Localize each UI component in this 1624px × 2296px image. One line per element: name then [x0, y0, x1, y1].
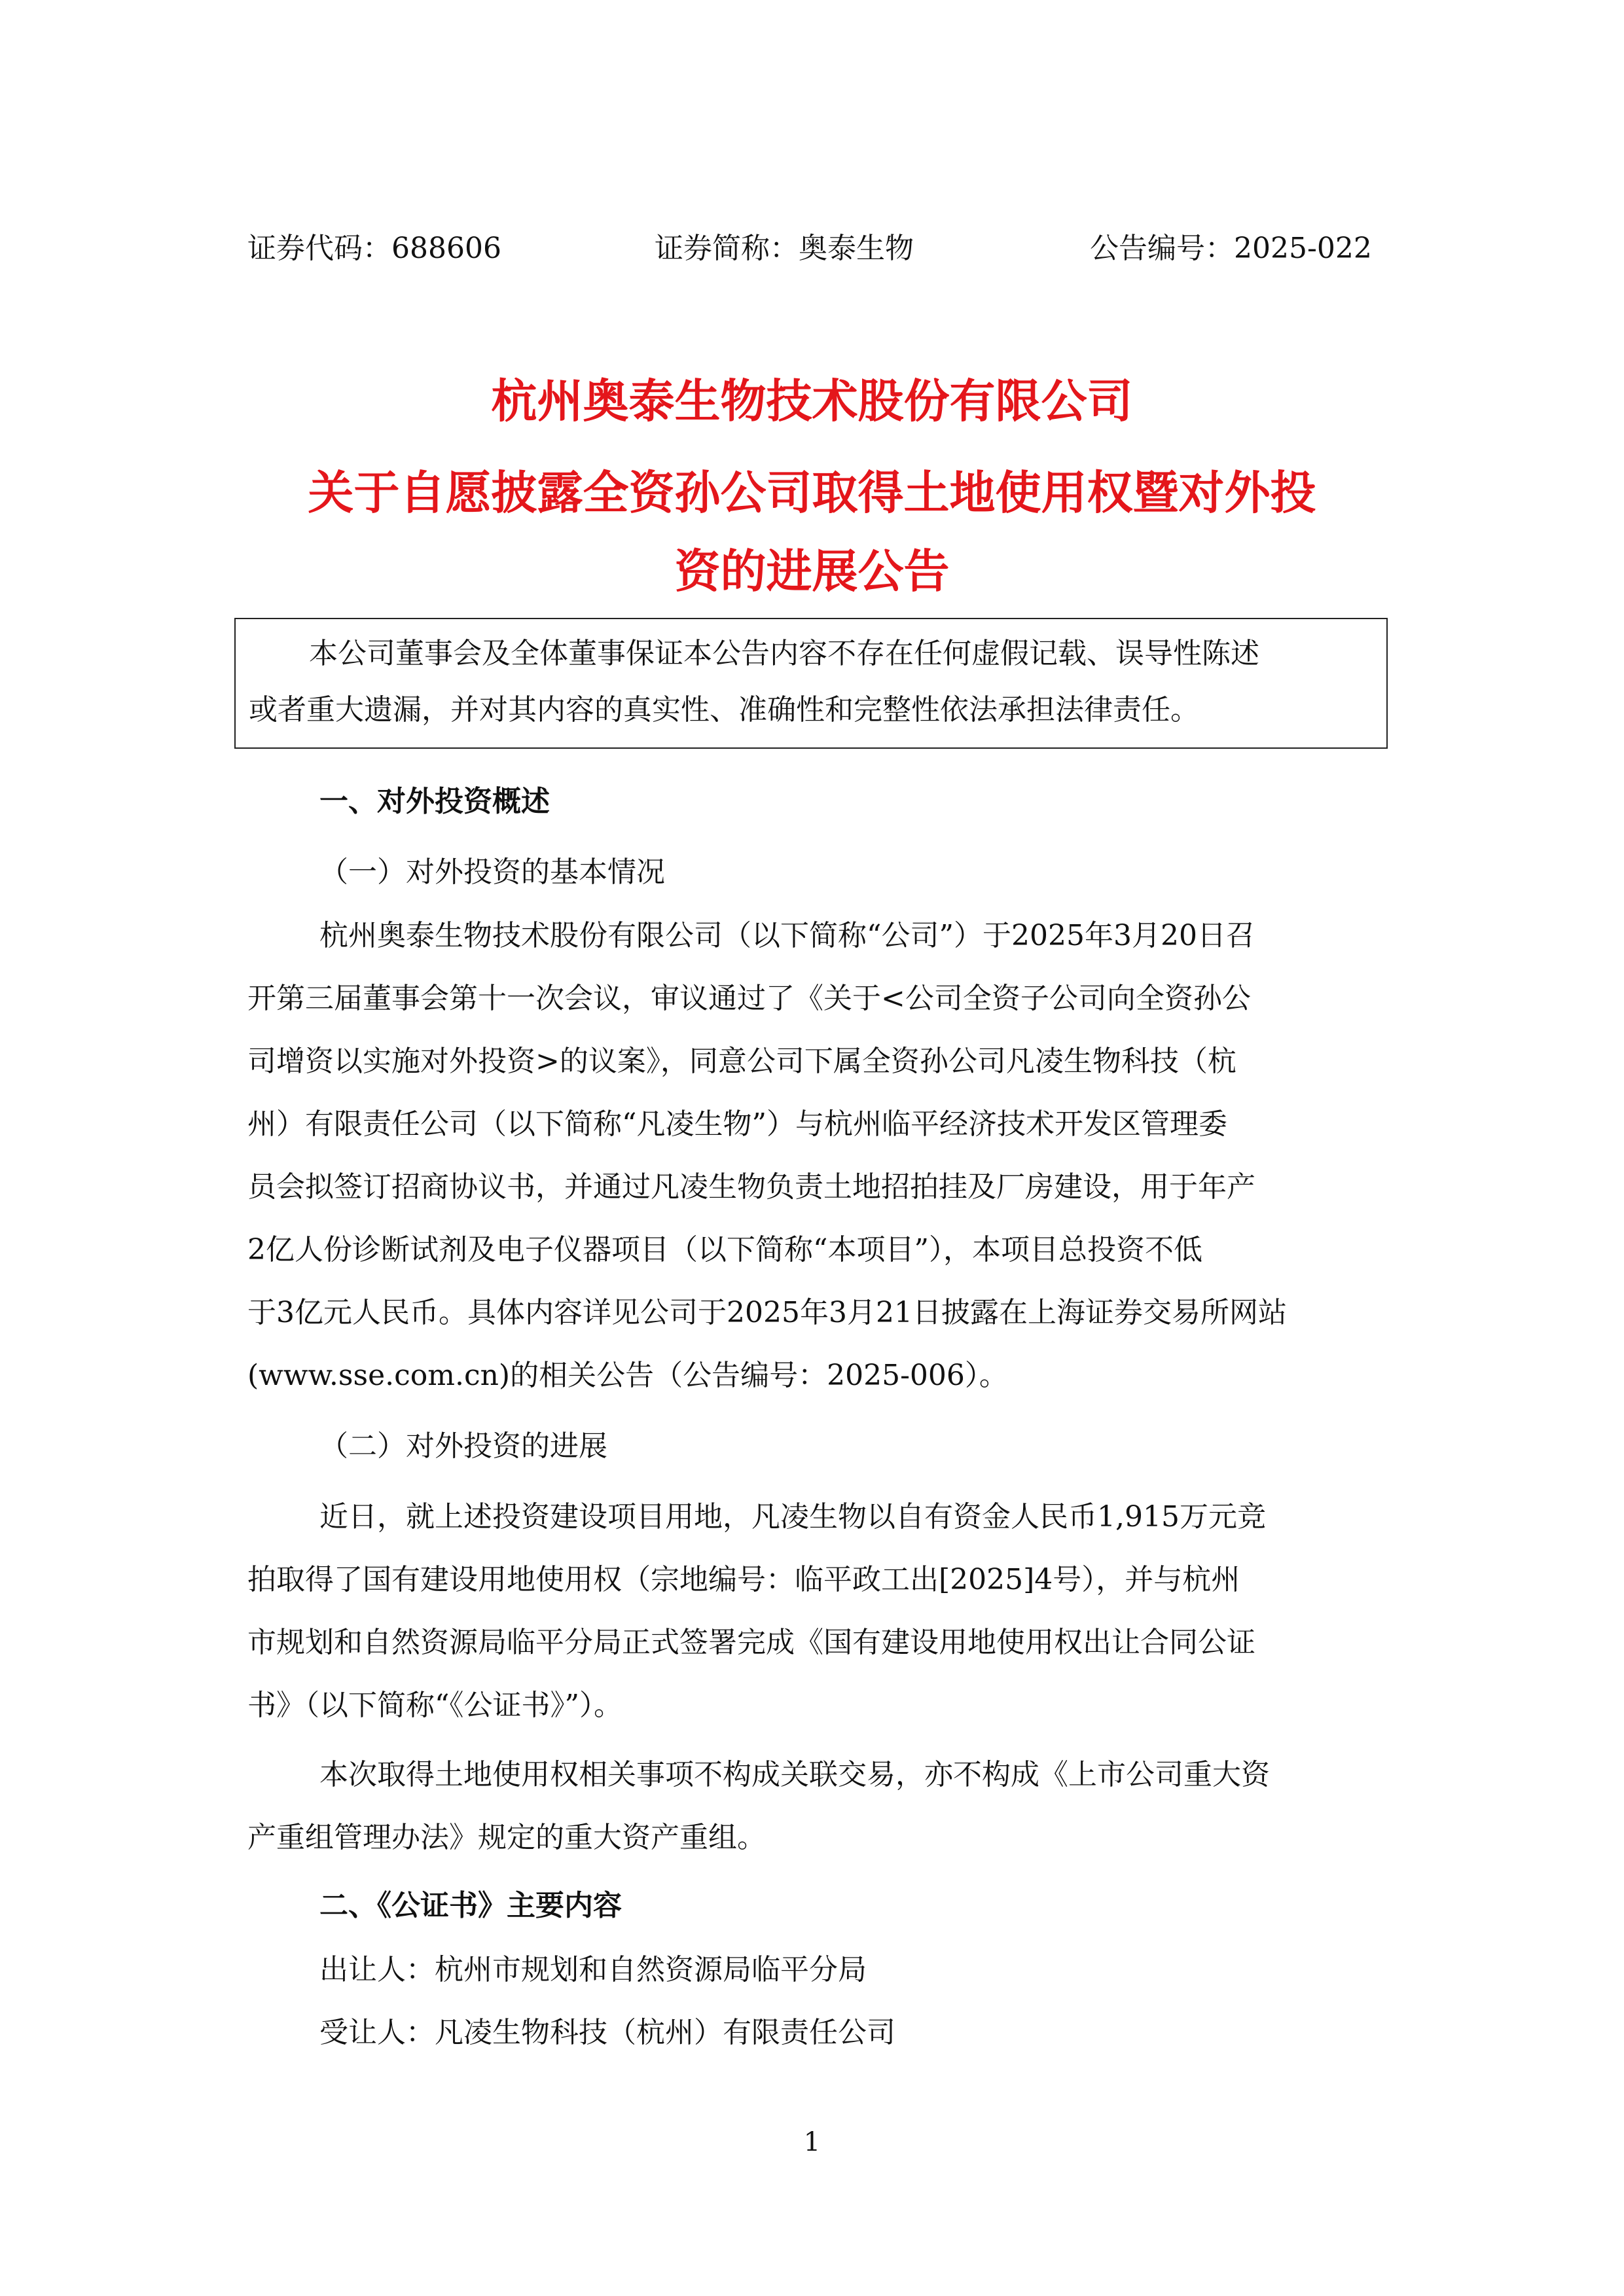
paragraph-line: 近日，就上述投资建设项目用地，凡凌生物以自有资金人民币1,915万元竞: [319, 1500, 1266, 1534]
paragraph-line: 市规划和自然资源局临平分局正式签署完成《国有建设用地使用权出让合同公证: [247, 1626, 1255, 1659]
title-line-3: 资的进展公告: [674, 545, 950, 598]
paragraph-line: 2亿人份诊断试剂及电子仪器项目（以下简称“本项目”），本项目总投资不低: [247, 1233, 1202, 1266]
page-number: 1: [803, 2127, 821, 2157]
subsection-heading: （一）对外投资的基本情况: [319, 855, 665, 889]
security-code: 证券代码：688606: [247, 232, 501, 265]
board-statement-line: 或者重大遗漏，并对其内容的真实性、准确性和完整性依法承担法律责任。: [249, 693, 1199, 726]
paragraph-line: 产重组管理办法》规定的重大资产重组。: [247, 1821, 766, 1854]
paragraph-line: 州）有限责任公司（以下简称“凡凌生物”）与杭州临平经济技术开发区管理委: [247, 1107, 1227, 1141]
title-line-2: 关于自愿披露全资孙公司取得土地使用权暨对外投: [308, 466, 1316, 520]
section-heading: 二、《公证书》主要内容: [319, 1889, 622, 1922]
paragraph-line: 杭州奥泰生物技术股份有限公司（以下简称“公司”）于2025年3月20日召: [319, 919, 1255, 952]
board-statement-line: 本公司董事会及全体董事保证本公告内容不存在任何虚假记载、误导性陈述: [309, 637, 1259, 670]
paragraph-line: 书》（以下简称“《公证书》”）。: [247, 1689, 623, 1722]
security-abbreviation: 证券简称：奥泰生物: [655, 232, 914, 265]
paragraph-line: 员会拟签订招商协议书，并通过凡凌生物负责土地招拍挂及厂房建设，用于年产: [247, 1170, 1255, 1204]
paragraph-line: 拍取得了国有建设用地使用权（宗地编号：临平政工出[2025]4号），并与杭州: [247, 1563, 1240, 1596]
paragraph-line: 受让人：凡凌生物科技（杭州）有限责任公司: [319, 2016, 895, 2049]
title-company: 杭州奥泰生物技术股份有限公司: [491, 374, 1133, 428]
announcement-header: [0, 226, 1624, 272]
section-heading: 一、对外投资概述: [319, 785, 550, 818]
paragraph-line: 司增资以实施对外投资>的议案》，同意公司下属全资孙公司凡凌生物科技（杭: [247, 1045, 1236, 1078]
paragraph-line: 出让人：杭州市规划和自然资源局临平分局: [319, 1953, 867, 1986]
board-statement-box: [234, 618, 1388, 749]
paragraph-line: 于3亿元人民币。具体内容详见公司于2025年3月21日披露在上海证券交易所网站: [247, 1296, 1287, 1329]
paragraph-line: (www.sse.com.cn)的相关公告（公告编号：2025-006）。: [247, 1359, 1008, 1392]
paragraph-line: 开第三届董事会第十一次会议，审议通过了《关于<公司全资子公司向全资孙公: [247, 982, 1251, 1015]
announcement-number: 公告编号：2025-022: [1090, 232, 1372, 265]
subsection-heading: （二）对外投资的进展: [319, 1429, 607, 1463]
paragraph-line: 本次取得土地使用权相关事项不构成关联交易，亦不构成《上市公司重大资: [319, 1758, 1270, 1791]
